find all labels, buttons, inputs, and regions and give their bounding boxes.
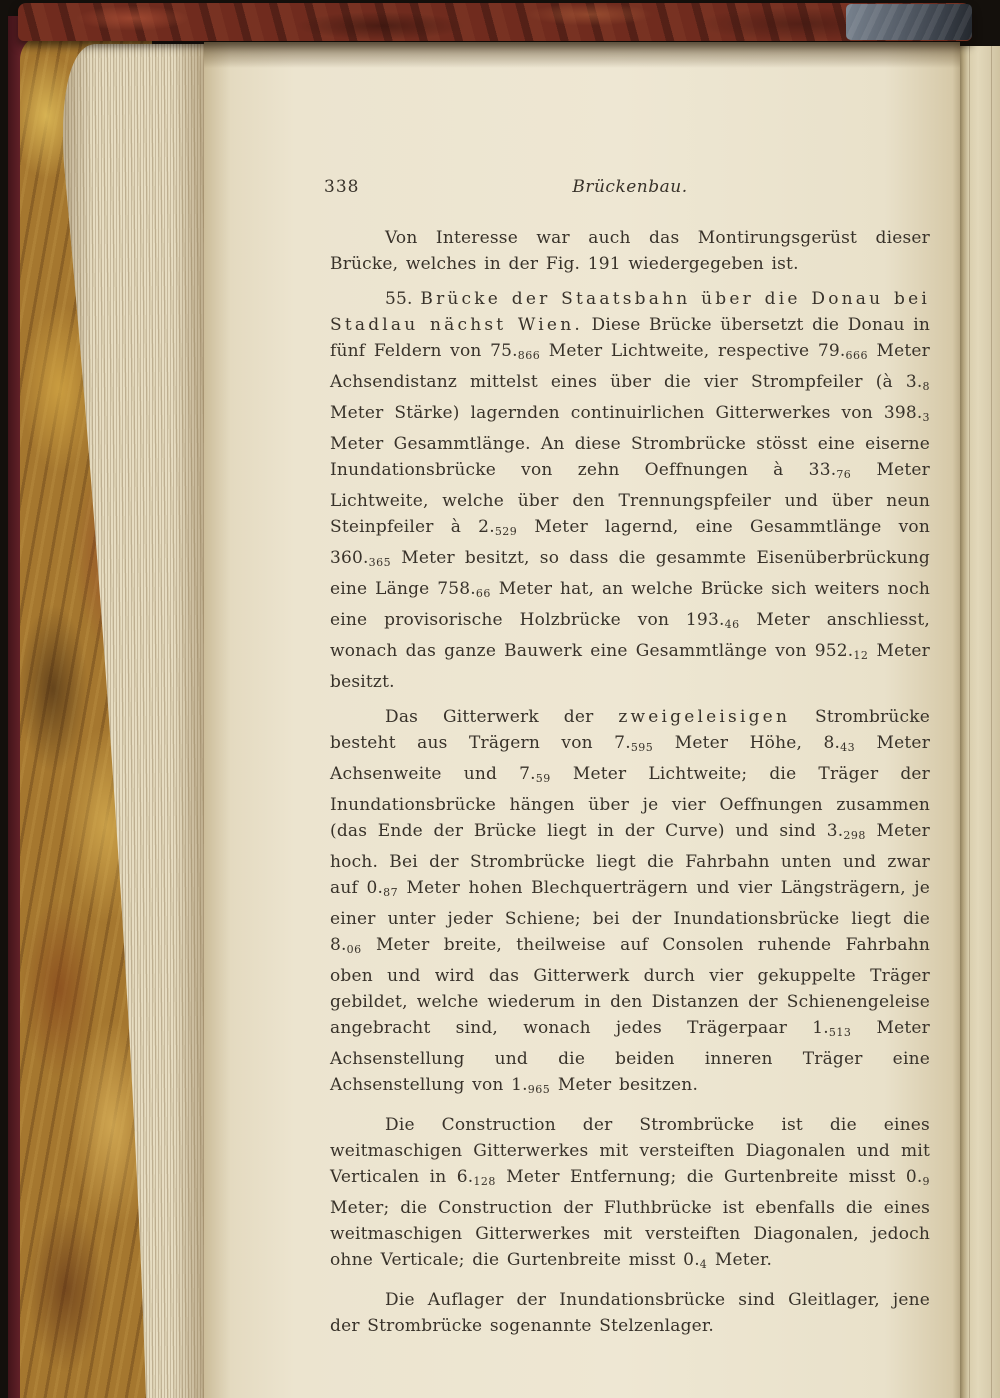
decimal-subscript: 66	[475, 587, 491, 600]
decimal-subscript: 43	[840, 741, 856, 754]
decimal-subscript: 3	[922, 411, 930, 424]
decimal-subscript: 513	[828, 1026, 852, 1039]
decimal-subscript: 12	[853, 649, 869, 662]
book-binding-top	[18, 3, 972, 41]
decimal-subscript: 46	[724, 618, 740, 631]
decimal-subscript: 4	[699, 1258, 708, 1271]
body-text: Diese Brücke übersetzt die Donau in fünf Feldern von 75.866 Meter Lichtweite, respective 79.666 Meter Achsendistanz mittelst eines über die vier Strompfeiler (à 3.8 Meter Stärke) lagernden continuirlichen Gitterwerkes von 398.3 Meter Gesammtlänge. An diese Strombrücke stösst eine eiserne Inundationsbrücke von zehn Oeffnungen à 33.76 Meter Lichtweite, welche über den Trennungspfeiler und über neun Steinpfeiler à 2.529 Meter lagernd, eine Gesammtlänge von 360.365 Meter besitzt, so dass die gesammte Eisenüberbrückung eine Länge 758.66 Meter hat, an welche Brücke sich weiters noch eine provisorische Holzbrücke von 193.46 Meter anschliesst, wonach das ganze Bauwerk eine Gesammtlänge von 952.12 Meter besitzt.	[330, 315, 931, 692]
decimal-subscript: 9	[922, 1175, 930, 1188]
decimal-subscript: 866	[517, 349, 541, 362]
decimal-subscript: 59	[535, 772, 551, 785]
running-title: Brückenbau.	[572, 177, 688, 197]
body-text: Die Construction der Strombrücke ist die eines weitmaschigen Gitterwerkes mit versteiften Diagonalen und mit Verticalen in 6.128 Meter Entfernung; die Gurtenbreite misst 0.9 Meter; die Construction der Fluthbrücke ist ebenfalls die eines weitmaschigen Gitterwerkes mit versteiften Diagonalen, jedoch ohne Verticale; die Gurtenbreite misst 0.4 Meter.	[330, 1115, 930, 1271]
decimal-subscript: 06	[346, 943, 362, 956]
page-body	[330, 225, 930, 1339]
decimal-subscript: 365	[368, 556, 392, 569]
book-binding-corner	[846, 4, 972, 40]
body-text: Strombrücke besteht aus Trägern von 7.595 Meter Höhe, 8.43 Meter Achsenweite und 7.59 Meter Lichtweite; die Träger der Inundationsbrücke hängen über je vier Oeffnungen zusammen (das Ende der Brücke liegt in der Curve) und sind 3.298 Meter hoch. Bei der Strombrücke liegt die Fahrbahn unten und zwar auf 0.87 Meter hohen Blechquerträgern und vier Längsträgern, je einer unter jeder Schiene; bei der Inundationsbrücke liegt die 8.06 Meter breite, theilweise auf Consolen ruhende Fahrbahn oben und wird das Gitterwerk durch vier gekuppelte Träger gebildet, welche wiederum in den Distanzen der Schienengeleise angebracht sind, wonach jedes Trägerpaar 1.513 Meter Achsenstellung und die beiden inneren Träger eine Achsenstellung von 1.965 Meter besitzen.	[330, 707, 931, 1096]
decimal-subscript: 76	[836, 468, 852, 481]
decimal-subscript: 8	[922, 380, 930, 393]
page-content-layer	[204, 42, 960, 1398]
emphasized-text: Brücke der Staatsbahn über die Donau bei Stadlau nächst Wien.	[330, 289, 930, 335]
paragraph	[330, 1112, 930, 1278]
decimal-subscript: 595	[630, 741, 654, 754]
decimal-subscript: 128	[473, 1175, 496, 1188]
facing-page-edge	[960, 46, 1000, 1398]
page-number: 338	[324, 177, 360, 197]
paragraph	[330, 286, 930, 695]
emphasized-text: zweigeleisigen	[618, 707, 791, 727]
page-header	[324, 177, 930, 199]
paragraph	[330, 225, 930, 277]
decimal-subscript: 87	[383, 886, 399, 899]
decimal-subscript: 666	[845, 349, 868, 362]
decimal-subscript: 529	[494, 525, 518, 538]
text-block	[324, 177, 931, 1348]
body-text: Das Gitterwerk der	[385, 707, 619, 727]
decimal-subscript: 965	[527, 1083, 551, 1096]
decimal-subscript: 298	[843, 829, 866, 842]
body-text: 55.	[385, 289, 421, 309]
paragraph	[330, 704, 930, 1103]
body-text: Die Auflager der Inundationsbrücke sind Gleitlager, jene der Strombrücke sogenannte Stelzenlager.	[330, 1290, 930, 1336]
body-text: Von Interesse war auch das Montirungsgerüst dieser Brücke, welches in der Fig. 191 wiedergegeben ist.	[330, 228, 930, 274]
paragraph	[330, 1287, 930, 1339]
